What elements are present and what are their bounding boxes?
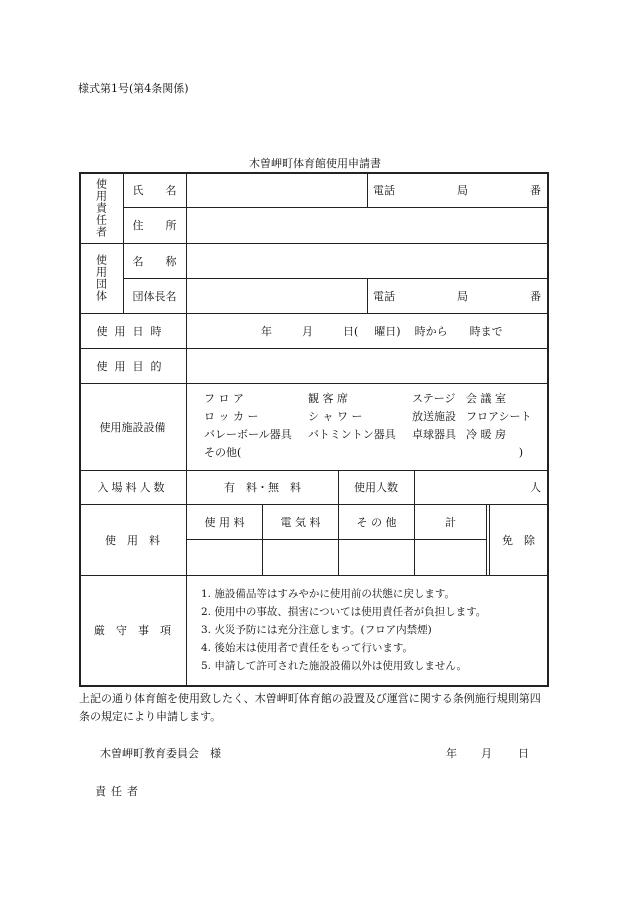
fee-usage-field[interactable] [187,540,262,575]
facility-option[interactable]: ロ ッ カ ー [204,410,259,423]
label-rules: 厳 守 事 項 [94,624,171,637]
date-month: 月 [481,747,492,760]
label-name: 氏 名 [132,183,177,197]
facility-other-close: ) [518,445,523,459]
label-fee: 使 用 料 [105,533,160,547]
label-admission: 入場料人数 [97,481,168,494]
rule-item: 1. 施設備品等はすみやかに使用前の状態に戻します。 [201,588,456,600]
date-year: 年 [446,747,457,760]
facilities-list [204,389,549,461]
date-day: 日 [518,747,529,760]
label-user-count: 使用人数 [354,481,398,494]
facility-other[interactable]: その他( [204,446,242,459]
phone-field-responsible[interactable]: 電話 局 番 [373,183,541,197]
use-datetime-field[interactable]: 年 月 日( 曜日) 時から 時まで [261,324,503,338]
facility-option[interactable]: 会 議 室 [466,392,506,405]
fee-exempt[interactable]: 免 除 [502,533,535,547]
facility-row-other [204,443,549,461]
name-field[interactable] [187,173,367,207]
facility-row [204,407,549,425]
rule-item: 3. 火災予防には充分注意します。(フロア内禁煙) [201,624,432,636]
rules-list [201,585,486,675]
fee-col-usage: 使 用 料 [204,515,245,529]
fee-col-electricity: 電 気 料 [280,515,321,529]
user-count-field[interactable]: 人 [530,481,541,494]
responsible-label: 責任者 [95,785,143,798]
label-use-purpose: 使用目的 [96,359,169,373]
date-fields[interactable] [446,745,529,761]
group-leader-field[interactable] [187,279,367,313]
application-statement: 上記の通り体育館を使用致したく、木曽岬町体育館の設置及び運営に関する条例施行規則第四条の規定により申請します。 [79,692,541,723]
address-field[interactable] [187,208,547,243]
use-purpose-field[interactable] [187,349,547,383]
phone-field-group[interactable]: 電話 局 番 [373,289,541,303]
label-facilities: 使用施設設備 [99,420,166,434]
rule-item: 5. 申請して許可された施設設備以外は使用致しません。 [201,660,467,672]
form-number: 様式第1号(第4条関係) [78,82,189,95]
fee-col-other: そ の 他 [356,515,397,529]
recipient: 木曽岬町教育委員会 様 [100,747,221,760]
fee-other-field[interactable] [339,540,414,575]
facility-option[interactable]: バトミントン器具 [308,428,396,441]
facility-option[interactable]: 観 客 席 [308,392,348,405]
form-title: 木曽岬町体育館使用申請書 [249,157,381,170]
label-group-leader: 団体長名 [132,289,177,303]
label-address: 住 所 [132,219,177,232]
label-use-datetime: 使用日時 [96,324,169,338]
fee-total-field[interactable] [415,540,486,575]
rule-item: 2. 使用中の事故、損害については使用責任者が負担します。 [201,606,487,618]
section-responsible-person: 使用責任者 [94,177,108,238]
section-group: 使用団体 [94,254,108,302]
facility-option[interactable]: フロアシート [466,410,532,423]
facility-option[interactable]: 放送施設 [412,410,456,423]
facility-option[interactable]: 冷 暖 房 [466,428,506,441]
admission-paid-free[interactable]: 有 料・無 料 [224,481,301,494]
label-group-name: 名 称 [132,254,177,268]
facility-option[interactable]: バレーボール器具 [204,428,292,441]
application-table [79,172,549,687]
facility-option[interactable]: フ ロ ア [204,392,244,405]
facility-row [204,425,549,443]
fee-electricity-field[interactable] [263,540,338,575]
facility-option[interactable]: ステージ [412,392,456,405]
facility-option[interactable]: シ ャ ワ ー [308,410,363,423]
rule-item: 4. 後始末は使用者で責任をもって行います。 [201,642,414,654]
fee-col-total: 計 [445,515,456,529]
facility-row [204,389,549,407]
facility-option[interactable]: 卓球器具 [412,428,456,441]
group-name-field[interactable] [187,244,547,278]
